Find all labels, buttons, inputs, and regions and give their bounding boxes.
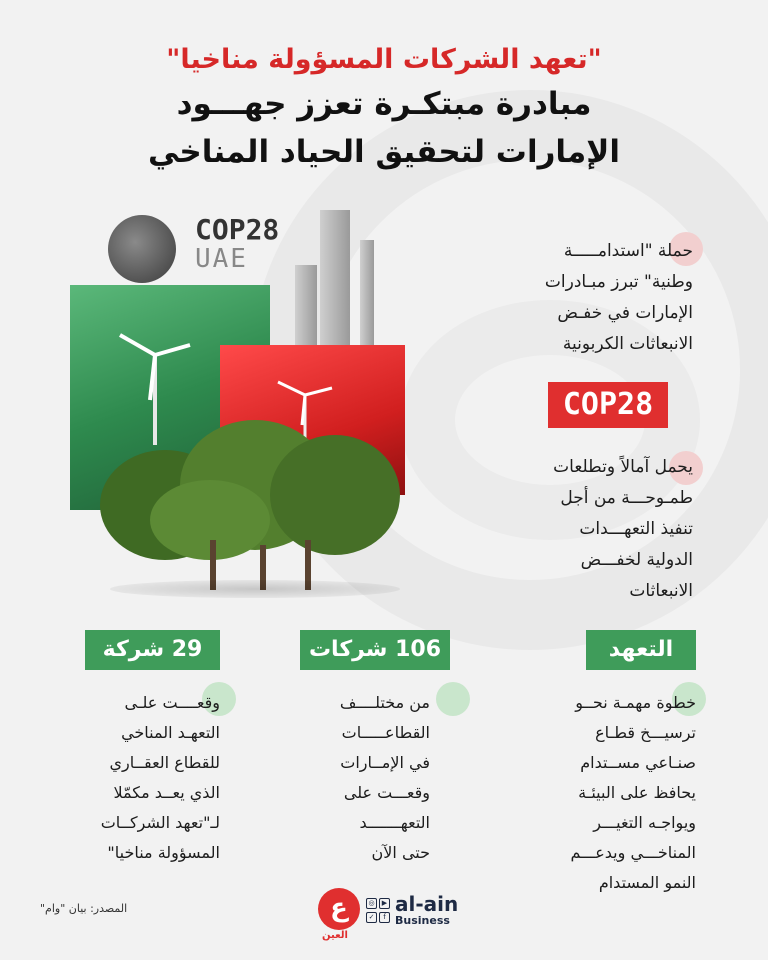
brand-name: al-ain <box>395 892 459 916</box>
al-ain-logo-text: العين <box>322 930 348 941</box>
header-title-line-1: مبادرة مبتكـرة تعزز جهـــود <box>176 86 592 122</box>
column-line: التعهـــــــد <box>359 813 430 832</box>
column-29-companies <box>85 630 220 868</box>
source-credit: المصدر: بيان "وام" <box>40 902 128 915</box>
column-line: من مختلــــف <box>339 693 430 712</box>
side-text-block-2 <box>513 452 693 607</box>
column-line: ويواجـه التغيـــر <box>593 813 696 832</box>
column-line: وقعـــت على <box>343 783 430 802</box>
social-icons <box>366 898 390 926</box>
side-text-line: الانبعاثات الكربونية <box>562 334 693 354</box>
column-line: حتى الآن <box>371 843 430 862</box>
column-line: خطوة مهمـة نحــو <box>575 693 696 712</box>
column-line: ترسيـــخ قطـاع <box>595 723 696 742</box>
hero-collage <box>20 205 430 605</box>
instagram-icon[interactable]: ◎ <box>366 898 377 909</box>
side-text-line: طمـوحـــة من أجل <box>560 488 693 508</box>
side-text-line: يحمل آمالاً وتطلعات <box>553 457 693 477</box>
column-106-companies <box>300 630 450 868</box>
column-line: في الإمــارات <box>340 753 430 772</box>
cop28-badge: COP28 <box>548 382 668 428</box>
column-line: لـ"تعهد الشركــات <box>100 813 220 832</box>
column-line: التعهـد المناخي <box>121 723 220 742</box>
side-text-line: حملة "استدامـــــة <box>563 241 693 261</box>
side-text-line: الدولية لخفـــض <box>580 550 693 570</box>
column-line: يحافظ على البيئـة <box>578 783 696 802</box>
twitter-icon[interactable]: ✓ <box>366 912 377 923</box>
cop28-uae-logo: COP28 UAE <box>195 213 280 274</box>
youtube-icon[interactable]: ▶ <box>379 898 390 909</box>
side-text-line: الإمارات في خفـض <box>557 303 693 323</box>
column-pledge <box>526 630 696 898</box>
header-title-line-2: الإمارات لتحقيق الحياد المناخي <box>148 134 620 170</box>
side-text-block-1 <box>513 236 693 360</box>
column-line: المناخـــي ويدعـــم <box>570 843 696 862</box>
brand-sub: Business <box>395 914 450 927</box>
header-tagline: "تعهد الشركات المسؤولة مناخيا" <box>166 44 602 75</box>
column-line: النمو المستدام <box>598 873 696 892</box>
al-ain-logo: ع <box>318 888 360 930</box>
column-tag: التعهد <box>586 630 696 670</box>
column-line: القطاعـــــات <box>341 723 430 742</box>
tree-shadow <box>110 580 400 598</box>
header <box>0 40 768 176</box>
side-text-line: الانبعاثات <box>629 581 693 601</box>
column-line: للقطاع العقــاري <box>109 753 220 772</box>
cop28-globe-logo <box>108 215 176 283</box>
column-line: وقعــــت علـى <box>124 693 220 712</box>
side-text-line: وطنية" تبرز مبـادرات <box>544 272 693 292</box>
column-tag: 29 شركة <box>85 630 220 670</box>
column-line: الذي يعــد مكمّلا <box>113 783 220 802</box>
trees-image <box>90 410 410 585</box>
column-line: المسؤولة مناخيا" <box>107 843 220 862</box>
side-text-line: تنفيذ التعهـــدات <box>579 519 693 539</box>
column-line: صنـاعي مســتدام <box>580 753 696 772</box>
column-tag: 106 شركات <box>300 630 450 670</box>
facebook-icon[interactable]: f <box>379 912 390 923</box>
brand-wordmark <box>395 894 458 928</box>
